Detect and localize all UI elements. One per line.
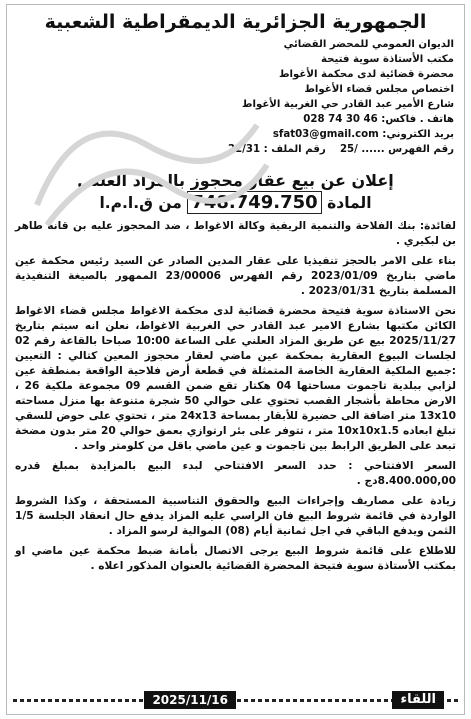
phone-line <box>147 112 454 127</box>
office-header <box>7 37 464 157</box>
email-label: بريد الكتروني: <box>382 129 454 140</box>
office-line-1: الديوان العمومي للمحضر القضائي <box>283 39 454 50</box>
article-amount: 748.749.750 <box>187 191 321 214</box>
date-badge: 2025/11/16 <box>144 691 236 709</box>
paragraph-opening-price: السعر الافتتاحي : حدد السعر الافتتاحي لبدء البيع بالمزايدة بمبلغ قدره 8.400.000,00دج . <box>15 460 456 487</box>
reference-line <box>147 142 454 157</box>
article-prefix: المادة <box>327 194 372 212</box>
header-title: الجمهورية الجزائرية الديمقراطية الشعبية <box>44 11 427 33</box>
file-value: 22/31 <box>227 144 261 155</box>
notice-body <box>7 219 464 574</box>
legal-notice-page <box>6 4 465 715</box>
notice-title: إعلان عن بيع عقار محجوز بالمزاد العلني <box>77 171 394 190</box>
office-line-3: محضرة قضائية لدى محكمة الأغواط <box>278 69 454 80</box>
email-address: sfat03@gmail.com <box>272 129 379 140</box>
office-line-2: مكتب الأستاذة سوية فتيحة <box>320 54 454 65</box>
article-line <box>13 192 458 213</box>
paragraph-order: بناء على الامر بالحجز تنفيذيا على عقار المدين الصادر عن السيد رئيس محكمة عين ماضي بتاريخ 2023/01/09 رقم الفهرس 23/00006 الممهور بالصيغة التنفيذية المسلمة بتاريخ 2023/01/31 . <box>15 255 456 297</box>
article-suffix: من ق.ا.م.ا <box>99 194 182 212</box>
paragraph-payment-terms: زيادة على مصاريف وإجراءات البيع والحقوق التناسبية المستحقة ، وكذا الشروط الواردة في قائمة شروط البيع فان الراسي عليه المزاد يدفع حال انعقاد الجلسة 1/5 الثمن ويدفع الباقي في اجل ثمانية أيام (08) الموالية لرسو المزاد . <box>15 495 456 537</box>
phone-label: هاتف . فاكس: <box>381 114 454 125</box>
phone-number: 028 74 30 46 <box>303 114 378 125</box>
office-line-4: اختصاص مجلس قضاء الأغواط <box>304 84 454 95</box>
paragraph-sale-details: نحن الاستاذة سوية فتيحة محضرة قضائية لدى محكمة الاغواط مجلس قضاء الاغواط الكائن مكتبها بشارع الامير عبد القادر حي الغربية الاغواط، نعلن انه سيتم بتاريخ 2025/11/27 بيع عن طريق المزاد العلني على الساعة 10:00 صباحا بالقاعة رقم 02 لجلسات البيوع العقارية بمحكمة عين ماضي لعقار محجوز المعين كتالي : التعيين :جميع الملكية العقارية الخاصة المتمثلة في قطعة أرض فلاحية الواقعة بمنطقة عين لزابي ببلدية تاجموت مساحتها 04 هكتار تقع ضمن القسم 09 مجموعة ملكية 26 ، الارض محاطة بأشجار القصب تحتوي على حوالي 50 شجرة متنوعة بها منزل مساحته 13x10 متر اضافة الى حضيرة للأبقار بمساحة 24x13 متر ، تحتوي على حوض للسقي تبلغ ابعاده 10x10x1.5 متر ، تتوفر على بئر ارتوازي بعمق حوالي 20 متر بدون مضخة تبعد على الطريق الرابط بين تاجموت و عين ماضي باقل من كلومتر واحد . <box>15 305 457 452</box>
index-value: 25/ <box>339 144 358 155</box>
email-line <box>147 127 454 142</box>
paragraph-beneficiary: لفائدة: بنك الفلاحة والتنمية الريفية وكالة الاغواط ، ضد المحجوز عليه بن قانة طاهر بن لبكيري . <box>15 220 456 247</box>
office-line-5: شارع الأمير عبد القادر حي الغربية الأغواط <box>241 99 454 110</box>
file-label: رقم الملف : <box>263 144 326 155</box>
footer-bar <box>7 690 464 710</box>
newspaper-badge: اللقاء <box>392 691 444 709</box>
index-label: رقم الفهرس ...... <box>361 144 454 155</box>
paragraph-contact: للاطلاع على قائمة شروط البيع يرجى الاتصال بأمانة ضبط محكمة عين ماضي او بمكتب الأستاذة سوية فتيحة المحضرة القضائية بالعنوان المذكور اعلاه . <box>15 545 456 572</box>
